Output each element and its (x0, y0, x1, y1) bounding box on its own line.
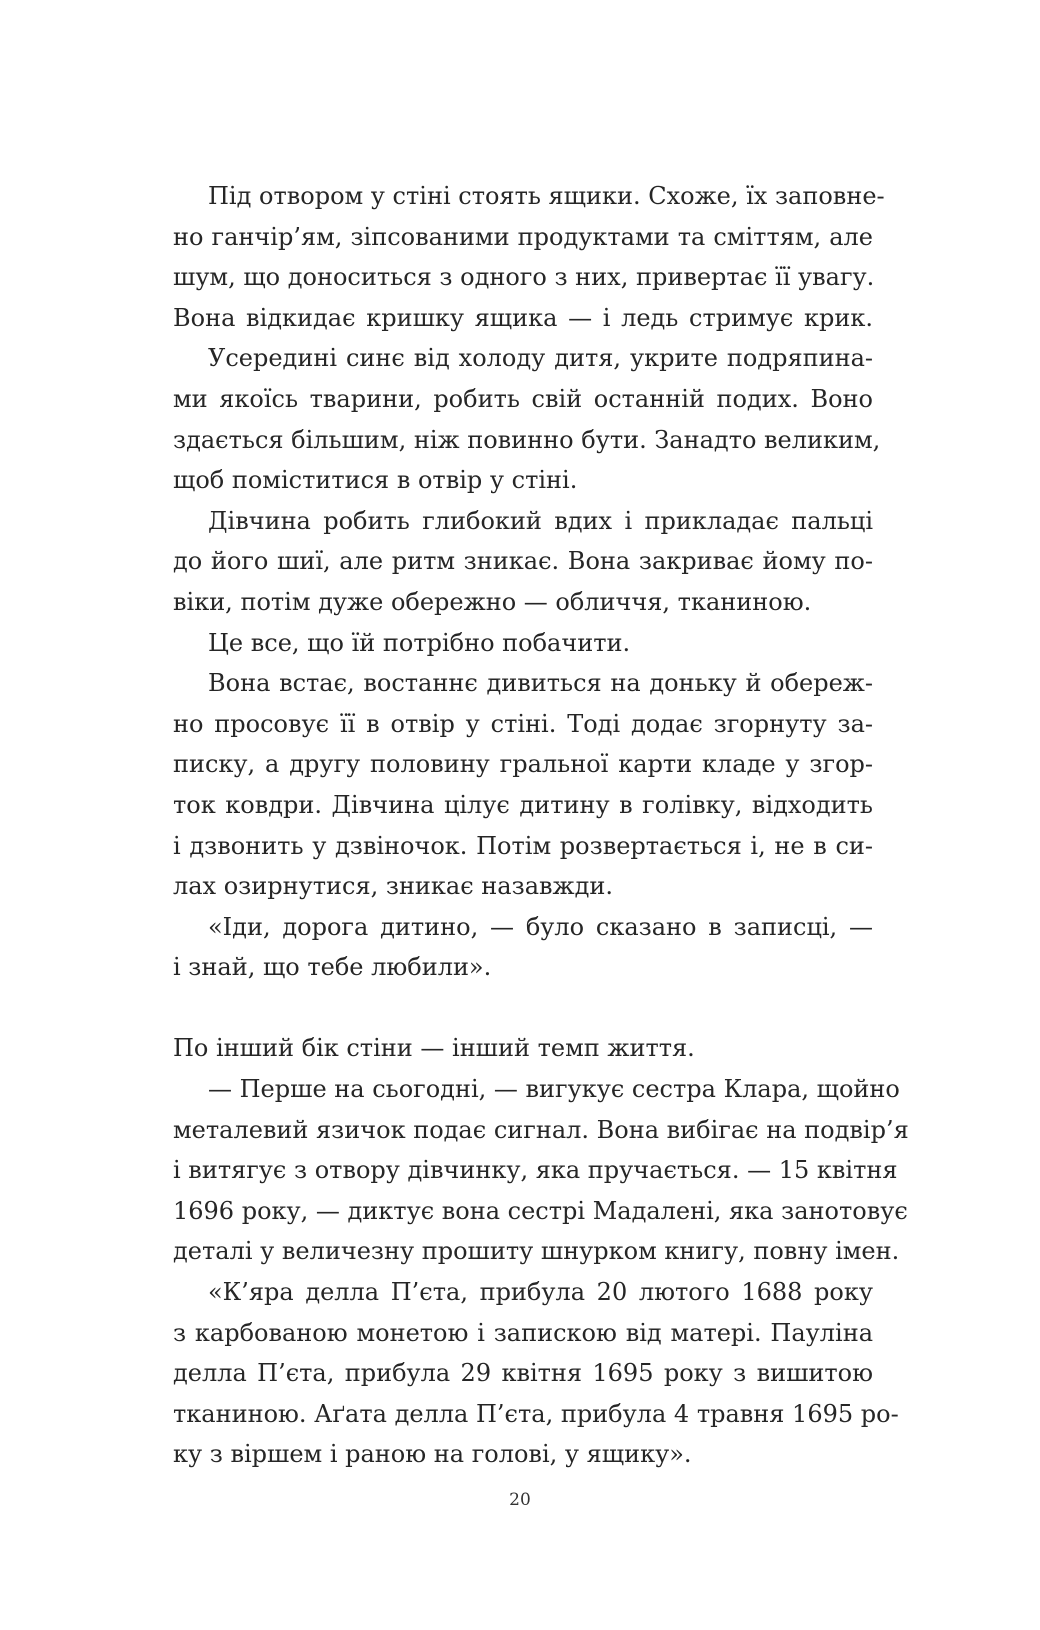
text-line: до його шиї, але ритм зникає. Вона закриває йому по- (173, 547, 873, 576)
text-line: лах озирнутися, зникає назавжди. (173, 872, 614, 901)
text-line: тканиною. Аґата делла П’єта, прибула 4 травня 1695 ро- (173, 1399, 899, 1428)
text-line: но просовує її в отвір у стіні. Тоді додає згорнуту за- (173, 709, 873, 738)
text-line: і витягує з отвору дівчинку, яка пручається. — 15 квітня (173, 1156, 898, 1185)
text-line: «К’яра делла П’єта, прибула 20 лютого 1688 року (208, 1278, 873, 1307)
text-line: 1696 року, — диктує вона сестрі Мадалені, яка занотовує (173, 1196, 908, 1225)
text-line: шум, що доноситься з одного з них, привертає її увагу. (173, 263, 875, 292)
text-line: з карбованою монетою і запискою від матері. Пауліна (173, 1318, 873, 1347)
text-line: металевий язичок подає сигнал. Вона вибігає на подвір’я (173, 1115, 909, 1144)
text-line: ми якоїсь тварини, робить свій останній подих. Воно (173, 384, 873, 413)
text-line: Вона встає, востаннє дивиться на доньку й обереж- (208, 669, 873, 698)
text-line: щоб поміститися в отвір у стіні. (173, 466, 578, 495)
text-line: Під отвором у стіні стоять ящики. Схоже, їх заповне- (208, 182, 885, 210)
text-line: деталі у величезну прошиту шнурком книгу, повну імен. (173, 1237, 900, 1266)
text-line: ток ковдри. Дівчина цілує дитину в голівку, відходить (173, 790, 873, 819)
text-line: Усередині синє від холоду дитя, укрите подряпина- (208, 344, 873, 373)
text-line: Вона відкидає кришку ящика — і ледь стримує крик. (173, 303, 873, 332)
text-line: Дівчина робить глибокий вдих і прикладає пальці (208, 506, 873, 535)
body-text (173, 176, 909, 1475)
text-line: писку, а другу половину гральної карти кладе у згор- (173, 750, 873, 779)
text-line: «Іди, дорога дитино, — було сказано в записці, — (208, 912, 873, 941)
text-line: Це все, що їй потрібно побачити. (208, 628, 631, 657)
text-line: делла П’єта, прибула 29 квітня 1695 року з вишитою (173, 1359, 873, 1388)
text-line: і знай, що тебе любили». (173, 953, 492, 982)
text-line: ку з віршем і раною на голові, у ящику». (173, 1440, 692, 1469)
text-line: віки, потім дуже обережно — обличчя, тканиною. (173, 587, 812, 616)
page-number: 20 (509, 1490, 531, 1510)
section-break (173, 988, 873, 1029)
text-line: здається більшим, ніж повинно бути. Занадто великим, (173, 425, 881, 454)
text-line: — Перше на сьогодні, — вигукує сестра Клара, щойно (208, 1075, 900, 1104)
text-line: і дзвонить у дзвіночок. Потім розвертається і, не в си- (173, 831, 873, 860)
text-line: но ганчір’ям, зіпсованими продуктами та сміттям, але (173, 222, 873, 251)
text-line: По інший бік стіни — інший темп життя. (173, 1034, 695, 1063)
